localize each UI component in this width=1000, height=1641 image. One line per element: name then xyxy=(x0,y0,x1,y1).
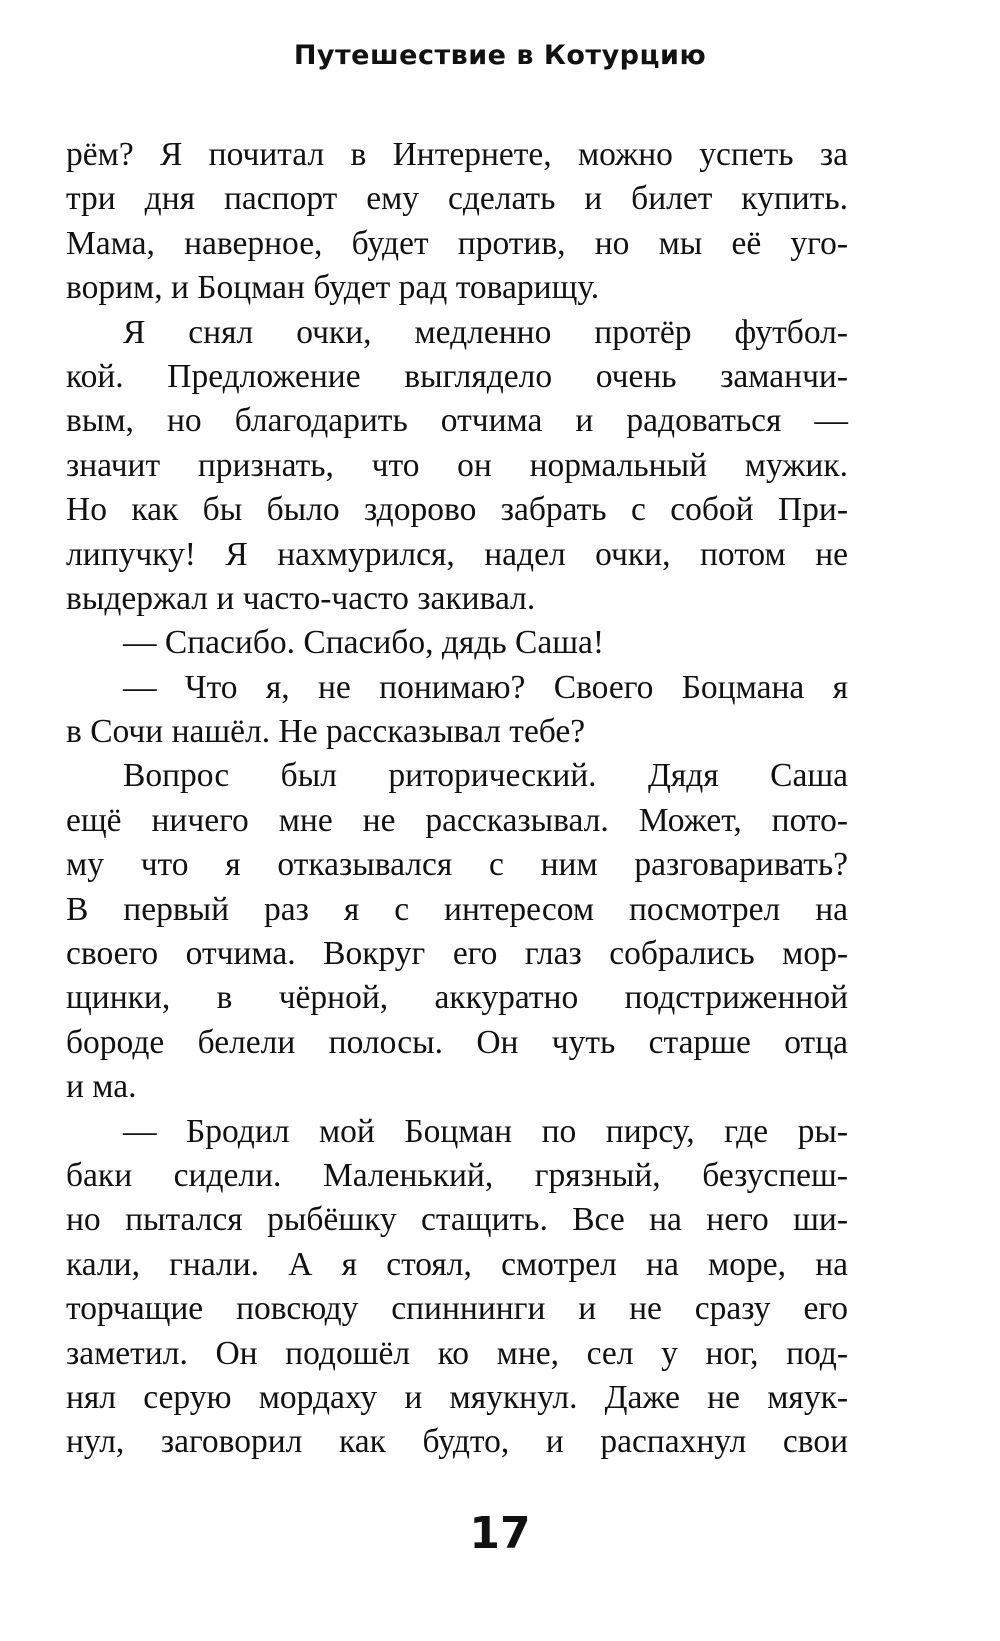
text-line: кали, гнали. А я стоял, смотрел на море, на xyxy=(66,1245,848,1283)
text-line: значит признать, что он нормальный мужик. xyxy=(66,446,848,484)
text-line: щинки, в чёрной, аккуратно подстриженной xyxy=(66,979,848,1017)
text-line: му что я отказывался с ним разговаривать? xyxy=(66,846,848,884)
text-line: и ма. xyxy=(66,1068,137,1106)
text-line: в Сочи нашёл. Не рассказывал тебе? xyxy=(66,713,586,751)
text-line: бороде белели полосы. Он чуть старше отца xyxy=(66,1023,848,1061)
text-line: рём? Я почитал в Интернете, можно успеть за xyxy=(66,136,848,173)
text-line: В первый раз я с интересом посмотрел на xyxy=(66,890,848,928)
text-line: Я снял очки, медленно протёр футбол- xyxy=(123,313,848,351)
text-line: ворим, и Боцман будет рад товарищу. xyxy=(66,269,600,307)
text-line: — Спасибо. Спасибо, дядь Саша! xyxy=(123,624,605,662)
text-line: кой. Предложение выглядело очень заманчи- xyxy=(66,357,848,395)
text-line: — Что я, не понимаю? Своего Боцмана я xyxy=(123,668,848,706)
text-line: но пытался рыбёшку стащить. Все на него ши- xyxy=(66,1201,848,1239)
text-line: вым, но благодарить отчима и радоваться — xyxy=(66,402,848,440)
text-line: торчащие повсюду спиннинги и не сразу его xyxy=(66,1290,848,1328)
text-line: нял серую мордаху и мяукнул. Даже не мяук- xyxy=(66,1378,848,1416)
text-line: Но как бы было здорово забрать с собой При- xyxy=(66,491,848,529)
text-line: Вопрос был риторический. Дядя Саша xyxy=(123,757,848,795)
text-line: нул, заговорил как будто, и распахнул свои xyxy=(66,1423,848,1461)
body-text xyxy=(66,133,848,1465)
text-line: Мама, наверное, будет против, но мы её уго- xyxy=(66,224,848,262)
text-line: своего отчима. Вокруг его глаз собрались мор- xyxy=(66,935,848,973)
text-line: ещё ничего мне не рассказывал. Может, пото- xyxy=(66,801,848,839)
text-line: выдержал и часто-часто закивал. xyxy=(66,579,536,617)
text-line: баки сидели. Маленький, грязный, безуспеш- xyxy=(66,1156,848,1194)
text-line: три дня паспорт ему сделать и билет купить. xyxy=(66,180,848,218)
text-line: заметил. Он подошёл ко мне, сел у ног, под- xyxy=(66,1334,848,1372)
text-line: липучку! Я нахмурился, надел очки, потом не xyxy=(66,535,848,573)
page-number: 17 xyxy=(469,1508,531,1559)
running-title: Путешествие в Котурцию xyxy=(293,40,707,71)
text-line: — Бродил мой Боцман по пирсу, где ры- xyxy=(123,1112,848,1150)
